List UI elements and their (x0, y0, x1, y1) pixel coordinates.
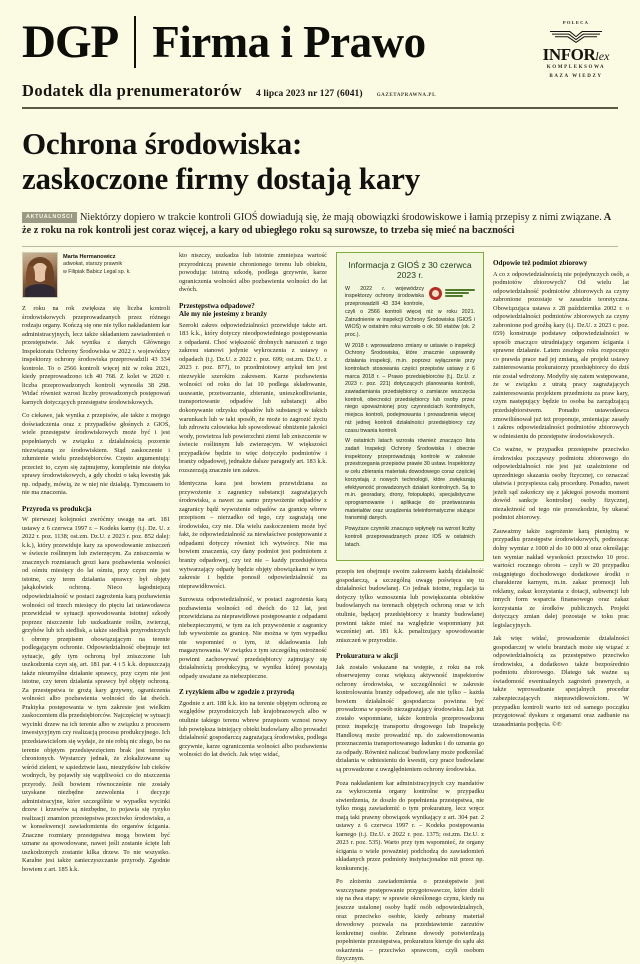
lead-rule (22, 246, 618, 247)
issue-date: 4 lipca 2023 nr 127 (6041) (256, 89, 363, 99)
body-paragraph: przepis ten obejmuje swoim zakresem każdą działalność gospodarczą, a szczególną uwagę poświęca się tu działalności budowlanej. Co jednak istotne, regulacja ta dotyczy tylko wznoszenia lub powiększania obiektów budowlanych na terenach objętych ochroną oraz w ich otulinie, będącej przedsiębiorcy z branży budowlanej powinni także mieć na względzie wspomniany już wcześniej art. 181 k.k. penalizujący spowodowanie zniszczeń w przyrodzie. (336, 568, 484, 644)
column-2 (179, 252, 327, 921)
section-subheading (336, 652, 484, 661)
column-4 (493, 252, 629, 921)
gios-wordmark (445, 289, 475, 298)
section-title: Firma i Prawo (152, 16, 426, 67)
body-paragraph: Z roku na rok zwiększa się liczba kontroli środowiskowych przeprowadzanych przez różnego rodzaju organy. Kończą się one nie tylko nakładaniem kar administracyjnych, lecz także składaniem zawiadomień o przestępstwie. Jak wynika z danych Głównego Inspektoratu Ochrony Środowiska w 2022 r. wojewódzcy inspektorzy ochrony środowiska przeprowadzili 43 334 kontrole. To o 2566 kontroli więcej niż w roku 2021, kiedy przeprowadzono ich 40 768. Z kolei w 2020 r. liczba przeprowadzonych kontroli wynosiła 38 298. Widać również wzrost liczby prowadzonych postępowań karnych dotyczących przestępstw środowiskowych. (22, 305, 170, 406)
body-paragraph: Jak więc widać, prowadzenie działalności gospodarczej w wielu branżach może się wiązać z odpowiedzialnością za przestępstwo przeciwko środowisku, a dodatkowo także bezpośrednio podmiotu zbiorowego. Dlatego tak ważne są świadomość ewentualnych zagrożeń prawnych, a także wprowadzanie specjalnych procedur zabezpieczających nieprawidłowościom. W przypadku kontroli warto też od samego początku przygotować dyskurs z organami oraz zadbanie na uzasadniania podjęcia. ©℗ (493, 635, 629, 728)
info-box-paragraph: W 2018 r. wprowadzono zmiany w ustawie o inspekcji Ochrony Środowiska, które znacznie usprawniły działania inspekcji, m.in. poprzez wyłączenie przy kontrolach stosowania części przepisów ustawy z 6 marca 2018 r. – Prawo przedsiębiorców (t.j. Dz.U. z 2023 r. poz. 221) dotyczących planowania kontroli, zawiadamiania przedsiębiorcy o zamiarze wszczęcia kontroli, obecności przedsiębiorcy lub osoby przez niego upoważnionej przy czynnościach kontrolnych, miejsca kontroli, podejmowania i prowadzenia więcej niż jednej kontroli działalności przedsiębiorcy czy czasu trwania kontroli. (345, 342, 475, 434)
body-paragraph: Zgodnie z art. 188 k.k. kto na terenie objętym ochroną ze względów przyrodniczych lub krajobrazowych albo w otulinie takiego terenu wbrew przepisom wznosi nowy lub powiększa istniejący obiekt budowlany albo prowadzi działalność gospodarczą zagrażającą środowisku, podlega grzywnie, karze ograniczenia wolności albo pozbawienia wolności do lat dwóch. Jak więc widać, (179, 699, 327, 759)
column-1-blocks (22, 305, 170, 875)
lead-normal-text: Niektórzy dopiero w trakcie kontroli GIOŚ dowiadują się, że mają obowiązki środowiskowe i łamią przepisy z nimi związane. (79, 211, 602, 223)
infor-suffix: lex (595, 49, 610, 63)
site-url: GAZETAPRAWNA.PL (376, 93, 437, 98)
page-title (22, 126, 618, 197)
headline-line-2: zaskoczone firmy dostają kary (22, 161, 421, 197)
body-paragraph: Szeroki zakres odpowiedzialności przewiduje także art. 183 k.k., który dotyczy nieodpowiedniego postępowania z odpadami. Choć większość drobnych naruszeń z tego zakresu stanowi jedynie wykroczenia z ustawy o odpadach (t.j. Dz.U. z 2022 r. poz. 699; ost.zm. Dz.U. z 2023 r. poz. 877), to przedmiotowy artykuł ten jest niezwykle szerokim zakresem. Karze pozbawienia wolności od roku do lat 10 podlega składowanie, usuwanie, przetwarzanie, zbieranie, unieszkodliwianie, transportowanie odpadów lub substancji albo dokonywanie odzysku odpadów lub substancji w takich warunkach lub w taki sposób, że może to zagrozić życiu lub zdrowiu człowieka lub spowodować obniżenie jakości wody, powietrza lub powierzchni ziemi lub zniszczenie w świecie roślinnym lub zwierzęcym. W większości przypadków będzie to więc dotyczyło podmiotów i branży odpadowej, jednakże dalsze paragrafy art. 183 k.k. rozszerzają znacznie ten zakres. (179, 321, 327, 474)
supplement-label: Dodatek dla prenumeratorów (22, 81, 243, 100)
subheading-line: Z ryzykiem albo w zgodzie z przyrodą (179, 688, 295, 697)
masthead-rule (22, 107, 618, 109)
lead-paragraph (22, 211, 618, 238)
column-1 (22, 252, 170, 921)
subheading-line: Odpowie też podmiot zbiorowy (493, 259, 588, 267)
logo-divider (134, 16, 136, 68)
dgp-logo: DGP (22, 15, 119, 68)
masthead-subrow (22, 81, 530, 101)
body-paragraph: Jak zostało wskazane na wstępie, z roku na rok obserwujemy coraz większą aktywność inspektorów ochrony środowiska, w szczególności w zakresie kontrolowania branży odpadowej, ale nie tylko – każda bowiem działalność gospodarcza powinna być prowadzona w sposób niezagrażający środowisku. Jak już zostało wspomniane, także kontrola przeprowadzona przez inspekcję transportu drogowego lub Inspekcję Handlową może prowadzić np. do zakwestionowania przeznaczenia transportowanego ładunku i do uznania go za odpady. Również naliczać budowlany może podkreślać działania w odniesieniu do kwestii, czy prace budowlane są prowadzone z uwzględnieniem ochrony środowiska. (336, 663, 484, 773)
logo-row (22, 16, 530, 68)
author-name: Marta Hermanowicz (63, 254, 116, 260)
section-subheading (22, 505, 170, 514)
section-subheading (493, 259, 629, 268)
headline-line-1: Ochrona środowiska: (22, 126, 303, 161)
promo-block (530, 16, 622, 80)
status-badge: AKTUALNOŚCI (22, 212, 77, 223)
promo-label: POLECA (562, 20, 590, 25)
article-columns (22, 252, 629, 963)
column-3 (336, 252, 484, 963)
section-subheading (179, 688, 327, 697)
body-paragraph: Po złożeniu zawiadomienia o przestępstwie jest wszczynane postępowanie przygotowawcze, które dzieli się na dwa etapy: w sprawie określonego czynu, kiedy na jeszcze ustalonej osoby bądź osób odpowiedzialnych, oraz przeciwko osobie, kiedy zebrany materiał dowodowy pozwala na przedstawienie zarzutów konkretnej osobie. Zebrane dowody potwierdzają popełnienie przestępstwa, prokuratura kieruje do sądu akt oskarżenia – przeciwko sprawcom, czyli osobom fizycznym. (336, 878, 484, 963)
body-paragraph: A co z odpowiedzialnością nie pojedynczych osób, a podmiotów zbiorowych? Od wielu lat odpowiedzialność podmiotów zbiorowych za czyny zabronione pozostaje w zasadzie teoretyczna. Obowiązująca ustawa z 28 października 2002 r. o odpowiedzialności podmiotów zbiorowych za czyny zabronione pod groźbą kary (t.j. Dz.U. z 2023 r. poz. 659) konstruuje podstawy odpowiedzialności w sposób znacząco utrudniający organom ścigania i sprawne działanie. Latem zeszłego roku rozpoczęto co prawda prace nad jej zmianą, ale projekt ustawy zainteresowania prokuratorzy przedsiębiorcy do dziś nie został wdrożony. Modyfiy się zatem wstępowane, że w związku z utratą pracy zagrażających zainteresowania projektem przedmiotu za praw kary, czym następujący będzie to osoba ba zarządzającą przedsiębiorstwem. Ponadto ustawodawca zmowiliśnował już też proponuje, zmieniając zasady i zakres odpowiedzialności podmiotów zbiorowych w odniesieniu do przestępstw środowiskowych. (493, 270, 629, 440)
body-paragraph: Zauważmy także zagrożenie karą pieniężną w przypadku przestępstw środowiskowych, podnosząc dolny wymiar z 1000 zł do 10 000 zł oraz określając ten wymiar nakład wysokości przeciwko 10 proc. wartości rocznego obrotu – czyli w 20 przypadku osiągniętego dochodowego dodatkowe środki o charakterze karnym, m.in. zakaz promocji lub reklamy, zakaz korzystania z dotacji, subwencji lub innych form wsparcia finansowego oraz zakaz korzystania ze środków publicznych. Projekt dotyczący zmian dalej pozostaje w toku prac legislacyjnych. (493, 527, 629, 629)
column-2-blocks (179, 252, 327, 760)
info-box-paragraph: Powyższe czynniki znacząco wpłynęły na wzrost liczby kontroli przeprowadzanych przez IOŚ w ostatnich latach. (345, 526, 475, 548)
infor-wordmark (530, 46, 622, 63)
author-role-2: w Filipiak Babicz Legal sp. k. (63, 269, 131, 276)
gios-emblem-icon (429, 287, 442, 300)
masthead (0, 0, 640, 101)
body-paragraph: Co ciekawe, jak wynika z przepisów, ale także z mojego doświadczenia oraz z przypadków głośnych z GIOŚ, wiele przestępstw środowiskowych może być i jest popełnianych w związku z działalnością pozornie niezwiązaną ze środowiskiem. Stąd zaskoczenie i zdumienie wielu przedsiębiorców. Często argumentują: przecież to, czym się zajmujemy, kompletnie nie dotyka sprawy środowiskowych, a gdy chodzi o taką kwestię jak np. odpady, mówią, że w niej nie działają. Tymczasem to nie ma znaczenia. (22, 412, 170, 497)
section-subheading (179, 302, 327, 319)
infor-tagline-1: KOMPLEKSOWA (546, 65, 606, 70)
lead-bold-text: A że z roku na rok kontroli jest coraz więcej, a kary od ubiegłego roku są surowsze, to trzeba się mieć na baczności (22, 211, 611, 237)
subheading-line: Przyroda vs produkcja (22, 504, 92, 513)
info-box-body (345, 286, 475, 550)
info-box-paragraph: W ostatnich latach wzrosła również znacząco lista zadań Inspekcji Ochrony Środowiska i obecnie inspektorzy przeprowadzają kontrole w zakresie przestrzegania przepisów prawie 30 ustaw. Inspektorzy w celu zbierania materiału dowodowego coraz częściej korzystają z nowych technologii, które zwiększają efektywność prowadzonych działań kontrolnych. Są to m.in. georadary, drony, fotopułapki, specjalistyczne oprogramowanie i aplikacje do przetwarzania materiałów oraz urządzenia teleinformatyczne służące transmisji danych. (345, 438, 475, 522)
body-paragraph: Poza nakładaniem kar administracyjnych czy mandatów za wykroczenia organy kontrolne w przypadku stwierdzenia, że doszło do popełnienia przestępstwa, nie tylko mogą zawiadomić o tym prokuraturę, lecz wręcz mają taki prawny obowiązek wynikający z art. 304 par. 2 ustawy z 6 czerwca 1997 r. – Kodeks postępowania karnego (t.j. Dz.U. z 2022 r. poz. 1375; ost.zm. Dz.U. z 2023 r. poz. 535). Warto przy tym wspomnieć, że organy ścigania o wiele poważniej podchodzą do zawiadomień składanych przez podmioty instytucjonalne niż przez np. konkurencję. (336, 779, 484, 872)
masthead-left (22, 16, 530, 101)
body-paragraph: W pierwszej kolejności zwróćmy uwagę na art. 181 ustawy z 6 czerwca 1997 r. – Kodeks karny (t.j. Dz. U. z 2022 r. poz. 1138; ost.zm. Dz.U. z 2023 r. poz. 852 dalej: k.k.), który przewiduje kary za spowodowanie zniszczeń w świecie roślinnym lub zwierzęcym. Za zniszczenia w znacznych rozmiarach grozi kara pozbawienia wolności od ośmiu miesięcy do lat ośmiu, przy czym nie jest istotne, czy teren działania sprawcy był objęty jakąkolwiek ochroną. Nieco łagodniejszą odpowiedzialność w postaci zagrożenia karą pozbawienia wolności od trzech miesięcy do pięciu lat ustawodawca przewidział w sytuacji spowodowania istotnej szkody poprzez niszczenie lub uszkadzanie roślin, zwierząt, grzybów lub ich siedlisk, a także siedlisk przyrodniczych i obrony przepisem obowiązującym na terenie podlegającym ochronie. Odpowiedzialność obejmuje też sytuacje, gdy tym ochroną był zniszczone lub uszkodzenia czyn się, art. 181 par. 4 i 5 k.k. dopuszczają także nieumyślne działanie sprawcy, przy czym nie jest istotne, czy teren działania sprawcy był objęty ochroną. Za przestępstwa te grożą kary grzywny, ograniczenia wolności albo pozbawienia wolności do lat dwóch. Praktyka postępowania w tym zakresie jest wielkim zaskoczeniem dla przedsiębiorców. Najczęściej w sytuacji wycinki drzew na ich terenie albo w związku z procesem inwestycyjnym czy realizacją procesu produkcyjnego. Ich przedstawicielom się wydaje, że nie robią nic złego, bo na terenie objętym przedsięwzięciem brak jest terenów chronionych. Wystarczy jednak, że zlokalizowane są wśród zieleni, w sąsiedztwie lasu, nieużytków lub cieków wodnych, by pojawiły się wątpliwości co do niszczenia przyrody. Jeśli bowiem równocześnie nie zostały uzyskane niezbędne zezwolenia i decyzje administracyjne, które szczególnie w wypadku wycinki drzew i krzewów są niezbędne, to pojawia się ryzyko realizacji znamion przestępstwa przeciwko środowisku, a w konsekwencji zawiadomienia do organów ścigania. Znaczne rozmiary przestępstwa mogą bowiem być uznane za spowodowane, nawet jeśli zostanie ścięte lub uszkodzonych zostanie kilka drzew. To nie wszystko. Karalne jest także zanieczyszczanie przyrody. Zgodnie bowiem z art. 185 k.k. (22, 516, 170, 873)
author-role-1: adwokat, starszy prawnik (63, 261, 123, 268)
subheading-line: Ale my nie jesteśmy z branży (179, 310, 268, 319)
info-box-title: Informacja z GIOŚ z 30 czerwca 2023 r. (348, 260, 472, 281)
body-paragraph: Co ważne, w przypadku przestępstw przeciwko środowisku począwszy podmiotu zbiorowego do odpowiedzialności nie jest już uzależnione od uprzedniego skazania osoby fizycznej, co oznaczać ułatwia i przyspiesza całą procedurę. Ponadto, nawet jeżeli sąd zakończy się z jakiegoś powodu moment dowód sankcje kontrolnej osoby fizycznej, niezależność od tego nie przeszkodzie, by ukarać podmiot zbiorowy. (493, 446, 629, 522)
body-paragraph: Surowsza odpowiedzialność, w postaci zagrożenia karą pozbawienia wolności od dwóch do 12 lat, jest przewidziana za nieprawidłowe postępowanie z odpadami niebezpiecznymi, w tym za ich przywożenie z zagranicy lub wywożenie za granicę. Nie można w tym wypadku nie wspomnieć o tym, iż skladowania lub magazynowania. W związku z tym szczególną ostrożność powinni zachowywać przedsiębiorcy zajmujący się działalnością produkcyjną, w wyniku której powstają odpady uważane za niebezpieczne. (179, 596, 327, 680)
infor-eagle-icon (548, 27, 604, 45)
infor-tagline-2: BAZA WIEDZY (549, 73, 603, 79)
author-byline (22, 252, 170, 298)
gios-logo (429, 286, 475, 302)
subheading-line: Prokuratura w akcji (336, 652, 399, 661)
column-4-blocks (493, 259, 629, 729)
info-box-paragraph: W 2022 r. wojewódzcy inspektorzy ochrony środowiska przeprowadzili 43 334 kontrole, czyli o 2566 kontroli więcej niż w roku 2021. Zatrudnienie w inspekcji Ochrony Środowiska (GIOŚ i WIOŚ) w ostatnim roku wzrosło o ok. 50 etatów (ok. 2 proc.). (345, 285, 475, 338)
body-paragraph: Identyczna kara jest bowiem przewidziana za przywożenie z zagranicy substancji zagrażających środowisku, a nawet za samo przywożenie odpadów z zagranicy bądź wywożenie odpadów za granicę wbrew przepisom – nierzadko od tego, czy zagrażają one środowisku, czy nie. Dla wielu zaskoczeniem może być fakt, że odpowiedzialność za niewłaściwe postępowanie z odpadami dotyczy również ich wytwórcy. Nie ma bowiem znaczenia, czy dany podmiot jest podmiotem z branży odpadowej, czy też nie – każdy przedsiębiorca wytwarzający odpady będzie objęty obowiązkami w tym zakresie i będzie ponosił odpowiedzialność za nieprawidłowości. (179, 480, 327, 590)
column-3-blocks (336, 568, 484, 963)
info-box (336, 252, 484, 561)
avatar (22, 252, 58, 298)
subheading-line: Przestępstwa odpadowe? (179, 301, 255, 310)
infor-brand: INFOR (542, 45, 596, 64)
author-info (63, 252, 131, 277)
body-paragraph: kto niszczy, uszkadza lub istotnie zmniejsza wartość przyrodniczą prawnie chronionego terenu lub obiektu, powodując istotną szkodę, podlega grzywnie, karze ograniczenia wolności albo pozbawienia wolności do lat dwóch. (179, 252, 327, 294)
